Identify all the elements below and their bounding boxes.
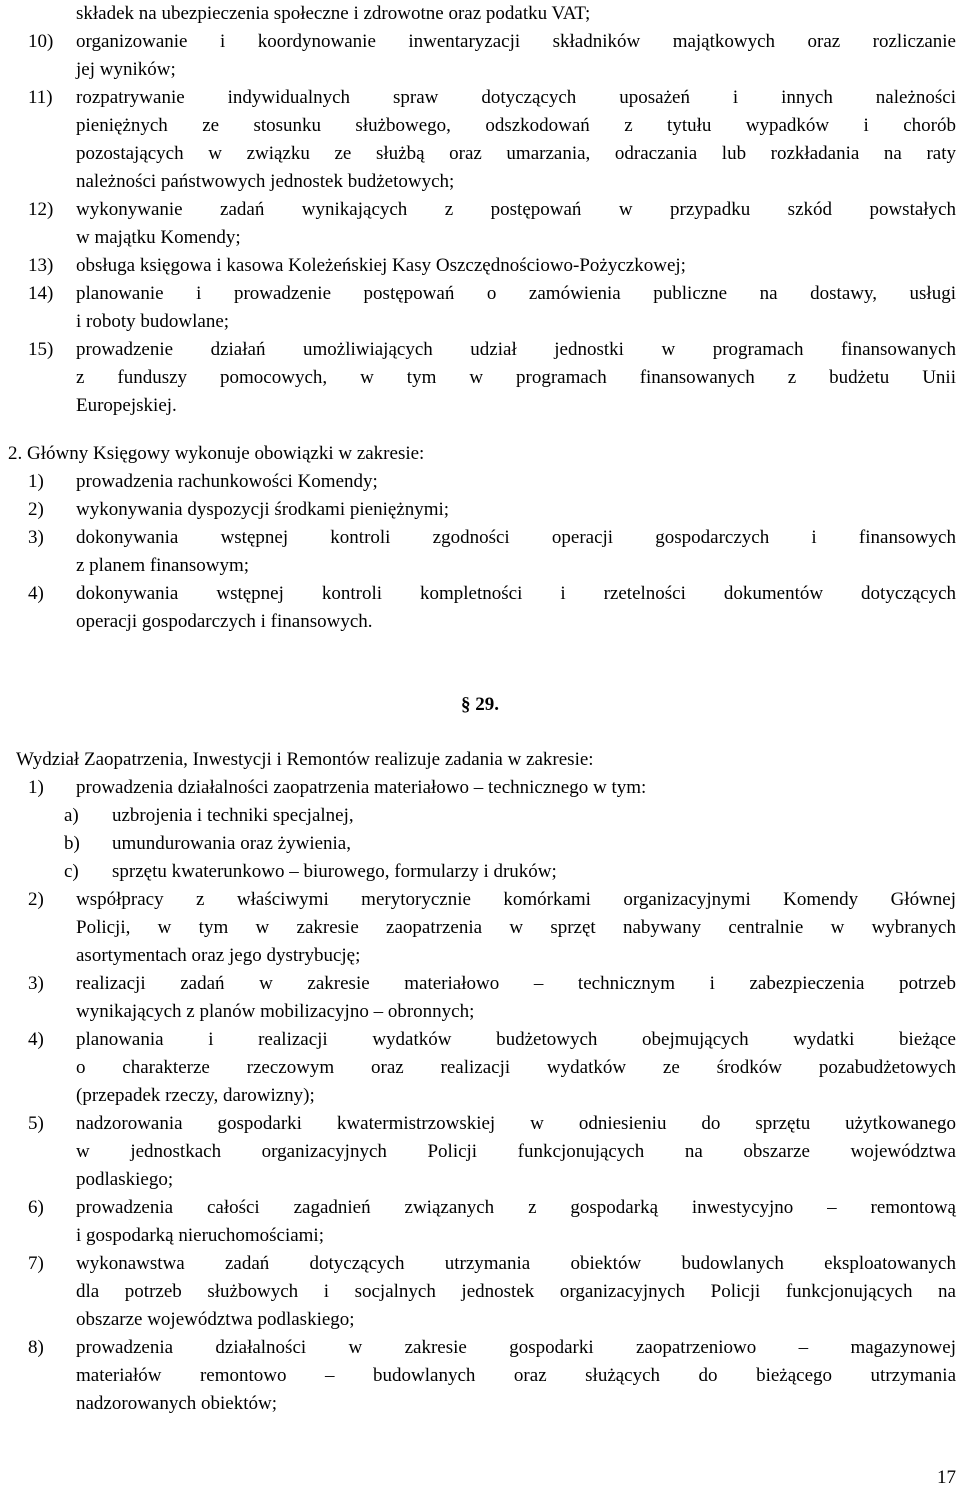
item-text: Europejskiej. bbox=[76, 395, 177, 416]
list-item bbox=[0, 1194, 960, 1222]
item-text: operacji gospodarczych i finansowych. bbox=[76, 611, 373, 632]
item-text: dokonywania wstępnej kontroli zgodności operacji gospodarczych i finansowych bbox=[76, 527, 956, 548]
item-number: 2) bbox=[28, 889, 44, 910]
list-item-line bbox=[0, 1278, 960, 1306]
item-text: wykonywanie zadań wynikających z postępowań w przypadku szkód powstałych bbox=[76, 199, 956, 220]
item-number: 2) bbox=[28, 499, 44, 520]
sub-item bbox=[0, 858, 960, 886]
item-text: pozostających w związku ze służbą oraz umarzania, odraczania lub rozkładania na raty bbox=[76, 143, 956, 164]
sub-item bbox=[0, 830, 960, 858]
list-item-line bbox=[0, 1362, 960, 1390]
item-number: 14) bbox=[28, 283, 54, 304]
item-number: 1) bbox=[28, 471, 44, 492]
item-text: wykonawstwa zadań dotyczących utrzymania obiektów budowlanych eksploatowanych bbox=[76, 1253, 956, 1274]
sub-item bbox=[0, 802, 960, 830]
item-text: organizowanie i koordynowanie inwentaryzacji składników majątkowych oraz rozliczanie bbox=[76, 31, 956, 52]
list-item bbox=[0, 524, 960, 552]
sub-item-text: umundurowania oraz żywienia, bbox=[112, 833, 351, 854]
list-item bbox=[0, 28, 960, 56]
item-number: 12) bbox=[28, 199, 54, 220]
list-item bbox=[0, 196, 960, 224]
list-item-line bbox=[0, 1222, 960, 1250]
list-item-line bbox=[0, 56, 960, 84]
item-number: 1) bbox=[28, 777, 44, 798]
item-number: 10) bbox=[28, 31, 54, 52]
list-item bbox=[0, 1250, 960, 1278]
list-item bbox=[0, 252, 960, 280]
list-item-line bbox=[0, 1138, 960, 1166]
item-text: prowadzenia działalności zaopatrzenia materiałowo – technicznego w tym: bbox=[76, 777, 647, 798]
item-number: 8) bbox=[28, 1337, 44, 1358]
list-item bbox=[0, 1026, 960, 1054]
sub-item-text: sprzętu kwaterunkowo – biurowego, formularzy i druków; bbox=[112, 861, 557, 882]
list-item-line bbox=[0, 308, 960, 336]
item-number: 5) bbox=[28, 1113, 44, 1134]
item-text: podlaskiego; bbox=[76, 1169, 174, 1190]
list-item-line bbox=[0, 112, 960, 140]
section-number: 29. bbox=[475, 694, 499, 715]
item-text: wykonywania dyspozycji środkami pieniężnymi; bbox=[76, 499, 450, 520]
item-text: w majątku Komendy; bbox=[76, 227, 241, 248]
item-text: jej wyników; bbox=[76, 59, 176, 80]
sub-item-letter: c) bbox=[64, 861, 79, 882]
list-item bbox=[0, 580, 960, 608]
item-text: prowadzenia rachunkowości Komendy; bbox=[76, 471, 378, 492]
section-title bbox=[0, 690, 960, 720]
list-item-line bbox=[0, 140, 960, 168]
sub-item-text: uzbrojenia i techniki specjalnej, bbox=[112, 805, 354, 826]
list-item bbox=[0, 496, 960, 524]
sub-item-letter: b) bbox=[64, 833, 80, 854]
item-text: prowadzenie działań umożliwiających udział jednostki w programach finansowanych bbox=[76, 339, 956, 360]
item-text: planowanie i prowadzenie postępowań o zamówienia publiczne na dostawy, usługi bbox=[76, 283, 956, 304]
item-text: obsługa księgowa i kasowa Koleżeńskiej Kasy Oszczędnościowo-Pożyczkowej; bbox=[76, 255, 686, 276]
item-text: obszarze województwa podlaskiego; bbox=[76, 1309, 355, 1330]
item-text: i roboty budowlane; bbox=[76, 311, 230, 332]
item-text: rozpatrywanie indywidualnych spraw dotyczących uposażeń i innych należności bbox=[76, 87, 956, 108]
list-item-line bbox=[0, 914, 960, 942]
item-number: 3) bbox=[28, 527, 44, 548]
item-number: 3) bbox=[28, 973, 44, 994]
list-item-line bbox=[0, 1166, 960, 1194]
item-text: planowania i realizacji wydatków budżetowych obejmujących wydatki bieżące bbox=[76, 1029, 956, 1050]
item-text: nadzorowanych obiektów; bbox=[76, 1393, 278, 1414]
section-intro bbox=[0, 746, 960, 774]
list-item-line bbox=[0, 1082, 960, 1110]
item-text: dokonywania wstępnej kontroli kompletności i rzetelności dokumentów dotyczących bbox=[76, 583, 956, 604]
list-item bbox=[0, 1334, 960, 1362]
list-item-line bbox=[0, 168, 960, 196]
list-item bbox=[0, 280, 960, 308]
list-item-line bbox=[0, 1054, 960, 1082]
list-item-line bbox=[0, 224, 960, 252]
list-item bbox=[0, 886, 960, 914]
item-text: należności państwowych jednostek budżetowych; bbox=[76, 171, 455, 192]
item-text: z funduszy pomocowych, w tym w programach finansowanych z budżetu Unii bbox=[76, 367, 956, 388]
item-number: 15) bbox=[28, 339, 54, 360]
item-number: 4) bbox=[28, 583, 44, 604]
item-text: wynikających z planów mobilizacyjno – obronnych; bbox=[76, 1001, 475, 1022]
page-number: 17 bbox=[937, 1467, 956, 1488]
list-item-line bbox=[0, 1306, 960, 1334]
item-number: 13) bbox=[28, 255, 54, 276]
item-text: realizacji zadań w zakresie materiałowo – technicznym i zabezpieczenia potrzeb bbox=[76, 973, 956, 994]
item-text: (przepadek rzeczy, darowizny); bbox=[76, 1085, 315, 1106]
item-text: asortymentach oraz jego dystrybucję; bbox=[76, 945, 361, 966]
chief-accountant-heading: 2. Główny Księgowy wykonuje obowiązki w zakresie: bbox=[8, 443, 425, 464]
item-text: dla potrzeb służbowych i socjalnych jednostek organizacyjnych Policji funkcjonujących na bbox=[76, 1281, 956, 1302]
list-item bbox=[0, 468, 960, 496]
item-text: współpracy z właściwymi merytorycznie komórkami organizacyjnymi Komendy Głównej bbox=[76, 889, 956, 910]
continuation-text: składek na ubezpieczenia społeczne i zdrowotne oraz podatku VAT; bbox=[76, 3, 591, 24]
list-item-line bbox=[0, 998, 960, 1026]
item-text: z planem finansowym; bbox=[76, 555, 250, 576]
item-number: 4) bbox=[28, 1029, 44, 1050]
item-text: pieniężnych ze stosunku służbowego, odszkodowań z tytułu wypadków i chorób bbox=[76, 115, 956, 136]
list-item-line bbox=[0, 552, 960, 580]
list-item bbox=[0, 774, 960, 802]
list-item-line bbox=[0, 364, 960, 392]
list-item-line bbox=[0, 392, 960, 420]
intro-text: Wydział Zaopatrzenia, Inwestycji i Remontów realizuje zadania w zakresie: bbox=[16, 749, 594, 770]
item-text: i gospodarką nieruchomościami; bbox=[76, 1225, 324, 1246]
sub-item-letter: a) bbox=[64, 805, 79, 826]
list-item bbox=[0, 336, 960, 364]
list-item-line bbox=[0, 1390, 960, 1418]
list-item bbox=[0, 1110, 960, 1138]
section-symbol: § bbox=[461, 694, 471, 715]
item-number: 7) bbox=[28, 1253, 44, 1274]
item-text: Policji, w tym w zakresie zaopatrzenia w sprzęt nabywany centralnie w wybranych bbox=[76, 917, 956, 938]
paragraph-heading bbox=[0, 440, 960, 468]
item-text: materiałów remontowo – budowlanych oraz służących do bieżącego utrzymania bbox=[76, 1365, 956, 1386]
item-text: w jednostkach organizacyjnych Policji funkcjonujących na obszarze województwa bbox=[76, 1141, 956, 1162]
list-item bbox=[0, 970, 960, 998]
item-number: 6) bbox=[28, 1197, 44, 1218]
list-item-line bbox=[0, 608, 960, 636]
item-text: o charakterze rzeczowym oraz realizacji wydatków ze środków pozabudżetowych bbox=[76, 1057, 956, 1078]
item-text: prowadzenia całości zagadnień związanych z gospodarką inwestycyjno – remontową bbox=[76, 1197, 956, 1218]
item-text: nadzorowania gospodarki kwatermistrzowskiej w odniesieniu do sprzętu użytkowanego bbox=[76, 1113, 956, 1134]
item-text: prowadzenia działalności w zakresie gospodarki zaopatrzeniowo – magazynowej bbox=[76, 1337, 956, 1358]
list-item-line bbox=[0, 942, 960, 970]
list-item bbox=[0, 84, 960, 112]
item-number: 11) bbox=[28, 87, 53, 108]
text-line bbox=[0, 0, 960, 28]
